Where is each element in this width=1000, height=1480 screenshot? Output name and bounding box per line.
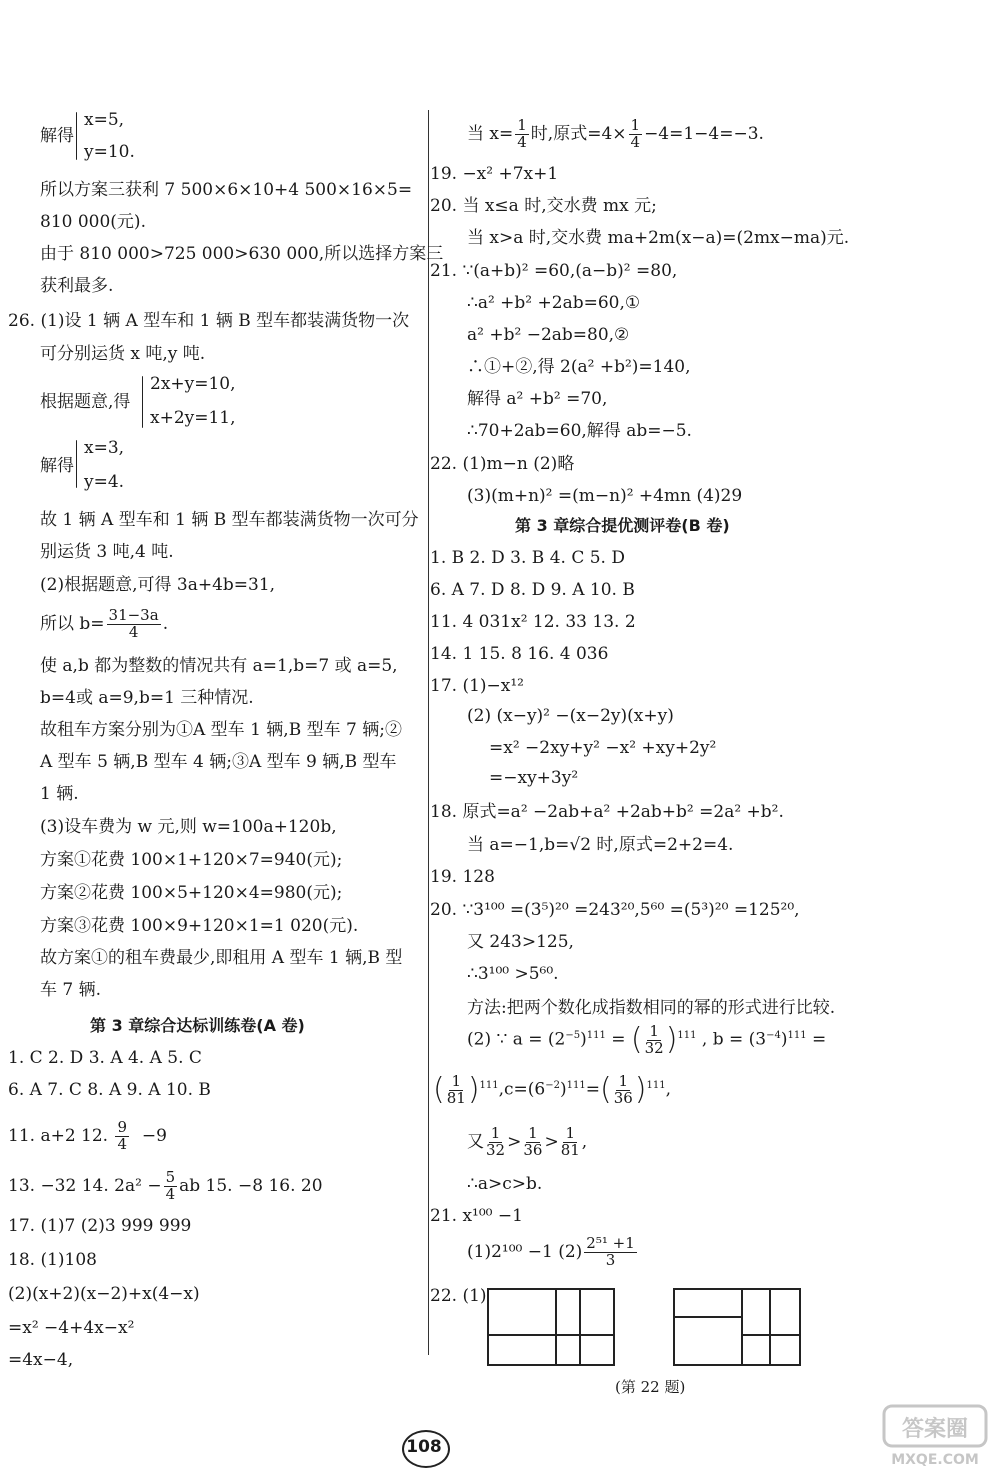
text-line: 当 a=−1,b=√2 时,原式=2+2=4. [467, 835, 734, 855]
svg-text:答案圈: 答案圈 [901, 1417, 969, 1442]
text-line: 20. ∵3¹⁰⁰ =(3⁵)²⁰ =243²⁰,5⁶⁰ =(5³)²⁰ =125²⁰, [430, 900, 800, 920]
answer-row: 14. 1 15. 8 16. 4 036 [430, 644, 609, 664]
svg-text:MXQE.COM: MXQE.COM [891, 1452, 979, 1468]
text-line: 所以方案三获利 7 500×6×10+4 500×16×5= [40, 180, 413, 200]
rectangle-figure-1 [487, 1288, 615, 1366]
text-line: 20. 当 x≤a 时,交水费 mx 元; [430, 196, 657, 216]
text-line: (3)(m+n)² =(m−n)² +4mn (4)29 [467, 486, 743, 506]
text-line: 22. (1) [430, 1286, 487, 1306]
answer-row: 18. (1)108 [8, 1250, 97, 1270]
text-line: 1 辆. [40, 784, 79, 804]
answer-row: 17. (1)7 (2)3 999 999 [8, 1216, 192, 1236]
text-line: (3)设车费为 w 元,则 w=100a+120b, [40, 817, 337, 837]
figure-caption: (第 22 题) [615, 1378, 686, 1396]
text-line: 810 000(元). [40, 212, 146, 232]
text-line: (2)(x+2)(x−2)+x(4−x) [8, 1284, 200, 1304]
text-line: 根据题意,得 [40, 392, 131, 412]
text-line: (2)根据题意,可得 3a+4b=31, [40, 575, 276, 595]
rectangle-figure-2 [673, 1288, 801, 1366]
text-line: 26. (1)设 1 辆 A 型车和 1 辆 B 型车都装满货物一次 [8, 311, 410, 331]
math-line: ( $\frac{1}{81}$ )$^{111},c=(6^{-2})^{111}=$( $\frac{1}{36}$ )$^{111}$, [433, 1071, 672, 1107]
text-line: =4x−4, [8, 1350, 74, 1370]
math-line: 又 $\frac{1}{32}$ > $\frac{1}{36}$ > $\frac{1}{81}$ , [467, 1124, 588, 1159]
text-line: A 型车 5 辆,B 型车 4 辆;③A 型车 9 辆,B 型车 [40, 752, 397, 772]
math-line: (2) ∵ $a = (2^{-5})^{111}$ = ( $\frac{1}{32}$ )$^{111}$ , $b = (3^{-4})^{111}$ = [467, 1021, 827, 1057]
text-line: 解得 a² +b² =70, [467, 389, 608, 409]
page-number-badge [398, 1428, 454, 1468]
answer-row: 6. A 7. D 8. D 9. A 10. B [430, 580, 635, 600]
text-line: ∴①+②,得 2(a² +b²)=140, [467, 357, 691, 377]
text-line: ∴3¹⁰⁰ >5⁶⁰. [467, 964, 559, 984]
brace [76, 112, 77, 160]
text-line: 方法:把两个数化成指数相同的幂的形式进行比较. [467, 998, 836, 1018]
answer-row: 11. 4 031x² 12. 33 13. 2 [430, 612, 636, 632]
answer-row: 1. C 2. D 3. A 4. A 5. C [8, 1048, 202, 1068]
text-line: ∴a>c>b. [467, 1174, 543, 1194]
text-line: ∴a² +b² +2ab=60,① [467, 293, 641, 313]
text-line: 19. 128 [430, 867, 495, 887]
text-line: 方案①花费 100×1+120×7=940(元); [40, 850, 343, 870]
text-line: x+2y=11, [150, 408, 236, 428]
text-line: =−xy+3y² [489, 768, 579, 788]
text-line: 方案③花费 100×9+120×1=1 020(元). [40, 916, 359, 936]
column-divider [428, 110, 429, 1355]
text-line: 当 x= $\frac{1}{4}$ 时,原式=4× $\frac{1}{4}$ −4=1−4=−3. [467, 116, 764, 151]
text-line: 当 x>a 时,交水费 ma+2m(x−a)=(2mx−ma)元. [467, 228, 850, 248]
text-line: y=4. [84, 472, 125, 492]
text-line: 车 7 辆. [40, 980, 102, 1000]
text-line: y=10. [84, 142, 135, 162]
answer-row: 13. −32 14. 2a² − $\frac{5}{4}$ ab 15. −8 16. 20 [8, 1168, 323, 1203]
text-line: x=5, [84, 110, 125, 130]
text-line: 可分别运货 x 吨,y 吨. [40, 344, 206, 364]
answer-row: 11. a+2 12. $\frac{9}{4}$ −9 [8, 1118, 167, 1153]
text-line: 18. 原式=a² −2ab+a² +2ab+b² =2a² +b². [430, 802, 784, 822]
text-line: 方案②花费 100×5+120×4=980(元); [40, 883, 343, 903]
text-line: 22. (1)m−n (2)略 [430, 454, 575, 474]
text-line: 解得 [40, 126, 74, 146]
text-line: a² +b² −2ab=80,② [467, 325, 630, 345]
answer-row: 6. A 7. C 8. A 9. A 10. B [8, 1080, 211, 1100]
section-heading-b: 第 3 章综合提优测评卷(B 卷) [515, 516, 730, 535]
text-line: 别运货 3 吨,4 吨. [40, 542, 174, 562]
text-line: 由于 810 000>725 000>630 000,所以选择方案三 [40, 244, 444, 264]
text-line: 2x+y=10, [150, 374, 236, 394]
text-line: 21. x¹⁰⁰ −1 [430, 1206, 523, 1226]
text-line: 21. ∵(a+b)² =60,(a−b)² =80, [430, 261, 678, 281]
text-line: 19. −x² +7x+1 [430, 164, 559, 184]
text-line: 获利最多. [40, 276, 114, 296]
text-line: x=3, [84, 438, 125, 458]
text-line: 所以 b= $\frac{31-3a}{4}$ . [40, 606, 169, 641]
watermark-logo [880, 1400, 990, 1470]
fraction: $\frac{31-3a}{4}$ [108, 606, 159, 641]
answer-row: 17. (1)−x¹² [430, 676, 524, 696]
text-line: 故方案①的租车费最少,即租用 A 型车 1 辆,B 型 [40, 948, 403, 968]
brace [142, 376, 143, 428]
text-line: 解得 [40, 456, 74, 476]
page-number: 108 [406, 1437, 442, 1457]
text-line: ∴70+2ab=60,解得 ab=−5. [467, 421, 692, 441]
text-line: b=4或 a=9,b=1 三种情况. [40, 688, 254, 708]
text-line: 使 a,b 都为整数的情况共有 a=1,b=7 或 a=5, [40, 656, 398, 676]
text-line: =x² −2xy+y² −x² +xy+2y² [489, 738, 717, 758]
text-line: (2) (x−y)² −(x−2y)(x+y) [467, 706, 674, 726]
text-line: (1)2¹⁰⁰ −1 (2) $\frac{\text{2⁵¹ +1}}{3}$ [467, 1234, 635, 1269]
text-line: =x² −4+4x−x² [8, 1318, 135, 1338]
brace [76, 440, 77, 488]
section-heading-a: 第 3 章综合达标训练卷(A 卷) [90, 1016, 305, 1035]
answer-row: 1. B 2. D 3. B 4. C 5. D [430, 548, 625, 568]
text-line: 故 1 辆 A 型车和 1 辆 B 型车都装满货物一次可分 [40, 510, 419, 530]
text-line: 故租车方案分别为①A 型车 1 辆,B 型车 7 辆;② [40, 720, 402, 740]
text-line: 又 243>125, [467, 932, 574, 952]
